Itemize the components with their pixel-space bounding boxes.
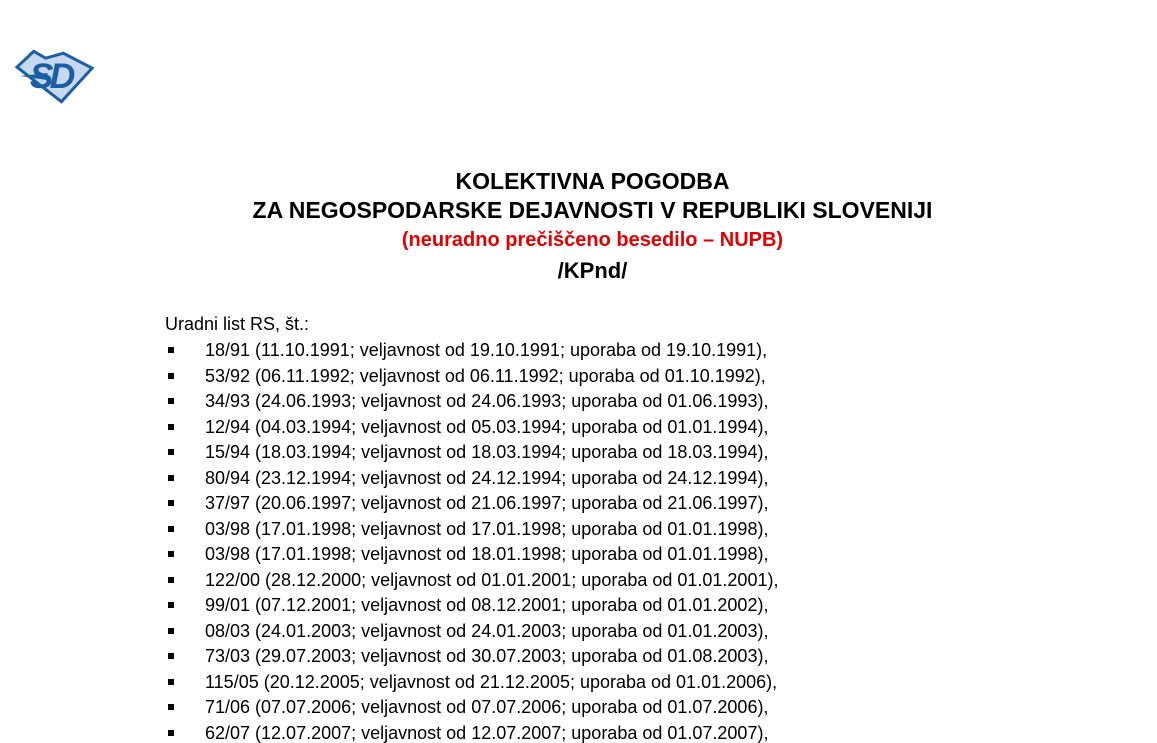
list-item <box>165 568 1025 594</box>
document-title-line2: ZA NEGOSPODARSKE DEJAVNOSTI V REPUBLIKI SLOVENIJI <box>252 197 933 223</box>
gazette-entry-text: 122/00 (28.12.2000; veljavnost od 01.01.2001; uporaba od 01.01.2001), <box>205 569 779 590</box>
list-item <box>165 389 1025 415</box>
gazette-intro: Uradni list RS, št.: <box>165 314 310 334</box>
gazette-entry-text: 115/05 (20.12.2005; veljavnost od 21.12.2005; uporaba od 01.01.2006), <box>205 671 778 692</box>
list-item <box>165 440 1025 466</box>
gazette-entry-text: 18/91 (11.10.1991; veljavnost od 19.10.1991; uporaba od 19.10.1991), <box>205 340 768 360</box>
gazette-entry-text: 99/01 (07.12.2001; veljavnost od 08.12.2001; uporaba od 01.01.2002), <box>205 595 769 615</box>
list-item <box>165 695 1025 721</box>
list-item <box>165 542 1025 568</box>
title-subtitle: (neuradno prečiščeno besedilo – NUPB) <box>401 229 784 251</box>
gazette-entry-text: 80/94 (23.12.1994; veljavnost od 24.12.1994; uporaba od 24.12.1994), <box>205 467 769 488</box>
list-item <box>165 491 1025 517</box>
square-bullet-icon <box>168 602 174 608</box>
square-bullet-icon <box>168 424 174 430</box>
title-block <box>165 167 1020 285</box>
gazette-entry-text: 15/94 (18.03.1994; veljavnost od 18.03.1994; uporaba od 18.03.1994), <box>205 442 769 462</box>
list-item <box>165 466 1025 492</box>
square-bullet-icon <box>168 653 174 659</box>
square-bullet-icon <box>168 398 174 404</box>
gazette-entry-text: 03/98 (17.01.1998; veljavnost od 18.01.1998; uporaba od 01.01.1998), <box>205 544 769 564</box>
list-item <box>165 644 1025 670</box>
gazette-entry-text: 62/07 (12.07.2007; veljavnost od 12.07.2007; uporaba od 01.07.2007), <box>205 722 769 743</box>
square-bullet-icon <box>168 500 174 506</box>
list-item <box>165 619 1025 645</box>
gazette-entry-text: 53/92 (06.11.1992; veljavnost od 06.11.1992; uporaba od 01.10.1992), <box>205 365 766 386</box>
list-item <box>165 593 1025 619</box>
list-item <box>165 670 1025 696</box>
gazette-entry-text: 03/98 (17.01.1998; veljavnost od 17.01.1998; uporaba od 01.01.1998), <box>205 518 769 539</box>
gazette-entry-text: 71/06 (07.07.2006; veljavnost od 07.07.2006; uporaba od 01.07.2006), <box>205 697 769 717</box>
gazette-entry-text: 37/97 (20.06.1997; veljavnost od 21.06.1997; uporaba od 21.06.1997), <box>205 493 769 513</box>
list-item <box>165 721 1025 743</box>
square-bullet-icon <box>168 704 174 710</box>
square-bullet-icon <box>168 526 174 532</box>
square-bullet-icon <box>168 373 174 379</box>
gazette-entry-text: 73/03 (29.07.2003; veljavnost od 30.07.2003; uporaba od 01.08.2003), <box>205 646 769 666</box>
document-title-line1: KOLEKTIVNA POGODBA <box>455 168 730 194</box>
list-item <box>165 338 1025 364</box>
sd-shield-logo-icon <box>14 45 98 105</box>
list-item <box>165 364 1025 390</box>
square-bullet-icon <box>168 577 174 583</box>
square-bullet-icon <box>168 730 174 736</box>
logo-letters: SD <box>29 55 72 96</box>
square-bullet-icon <box>168 679 174 685</box>
square-bullet-icon <box>168 449 174 455</box>
document-code: /KPnd/ <box>557 258 628 283</box>
square-bullet-icon <box>168 551 174 557</box>
gazette-entry-text: 34/93 (24.06.1993; veljavnost od 24.06.1993; uporaba od 01.06.1993), <box>205 391 769 411</box>
square-bullet-icon <box>168 475 174 481</box>
list-item <box>165 415 1025 441</box>
square-bullet-icon <box>168 628 174 634</box>
gazette-entry-text: 08/03 (24.01.2003; veljavnost od 24.01.2003; uporaba od 01.01.2003), <box>205 620 769 641</box>
list-item <box>165 517 1025 543</box>
gazette-entry-text: 12/94 (04.03.1994; veljavnost od 05.03.1994; uporaba od 01.01.1994), <box>205 416 769 437</box>
gazette-list <box>165 338 1025 743</box>
square-bullet-icon <box>168 347 174 353</box>
